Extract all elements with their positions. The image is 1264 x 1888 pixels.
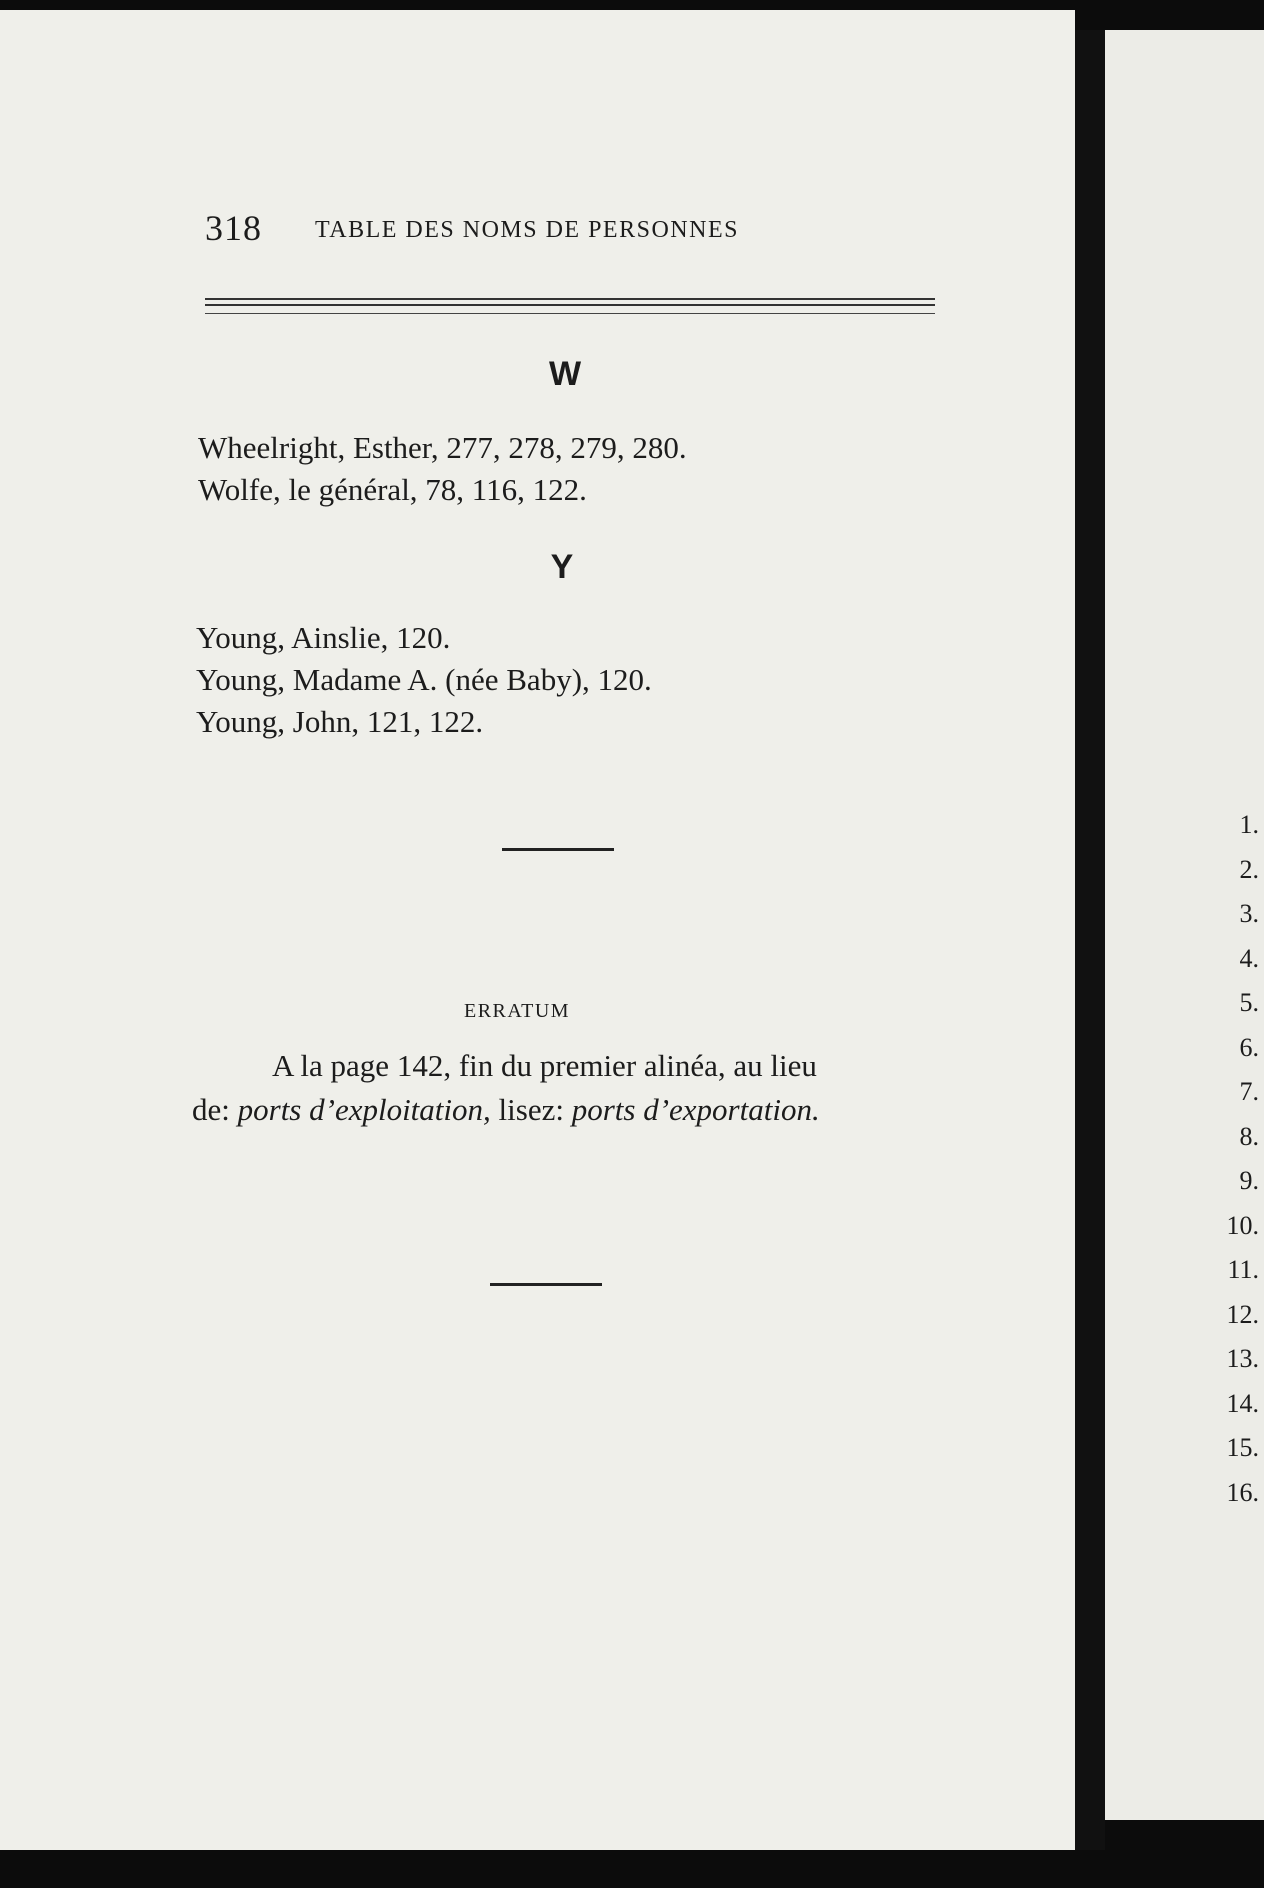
erratum-title: ERRATUM	[464, 1000, 571, 1022]
header-rule-lower	[205, 313, 935, 314]
section-heading-y: Y	[550, 548, 574, 586]
right-page-number: 16.	[1226, 1477, 1259, 1507]
section-divider	[502, 848, 614, 851]
right-page-number: 4.	[1239, 943, 1259, 973]
index-entry: Young, John, 121, 122.	[196, 704, 484, 739]
page-header	[205, 207, 935, 257]
right-page-number: 14.	[1226, 1388, 1259, 1418]
erratum-corrected-phrase: ports d’exportation.	[571, 1092, 820, 1127]
right-page-number: 1.	[1239, 810, 1259, 839]
closing-divider	[490, 1283, 602, 1286]
erratum-line-2	[192, 1092, 820, 1128]
right-page-number: 15.	[1226, 1433, 1259, 1462]
right-page-number: 5.	[1239, 988, 1259, 1017]
index-entry: Wheelright, Esther, 277, 278, 279, 280.	[198, 430, 687, 465]
index-entry: Wolfe, le général, 78, 116, 122.	[198, 472, 587, 507]
header-rule	[205, 298, 935, 306]
right-page-number: 10.	[1226, 1210, 1259, 1240]
index-entry: Young, Ainslie, 120.	[196, 620, 451, 655]
index-entry: Young, Madame A. (née Baby), 120.	[196, 662, 652, 697]
right-page-number: 12.	[1226, 1299, 1259, 1329]
right-page-number: 11.	[1227, 1255, 1259, 1284]
right-page-number: 3.	[1239, 899, 1259, 928]
erratum-text: lisez:	[490, 1092, 572, 1127]
right-page-number: 8.	[1239, 1121, 1259, 1151]
right-page-number: 13.	[1226, 1344, 1259, 1373]
running-title: TABLE DES NOMS DE PERSONNES	[315, 217, 739, 243]
book-gutter	[1075, 30, 1105, 1850]
section-heading-w: W	[548, 355, 582, 393]
erratum-text: de:	[192, 1092, 238, 1127]
right-page-number: 9.	[1239, 1166, 1259, 1195]
page-number: 318	[205, 208, 262, 248]
right-page-number: 2.	[1239, 854, 1259, 884]
erratum-line-1: A la page 142, fin du premier alinéa, au lieu	[272, 1048, 817, 1083]
right-page-number: 6.	[1239, 1032, 1259, 1062]
left-page	[0, 10, 1075, 1850]
erratum-original-phrase: ports d’exploitation,	[237, 1092, 491, 1127]
right-page-number: 7.	[1239, 1077, 1259, 1106]
